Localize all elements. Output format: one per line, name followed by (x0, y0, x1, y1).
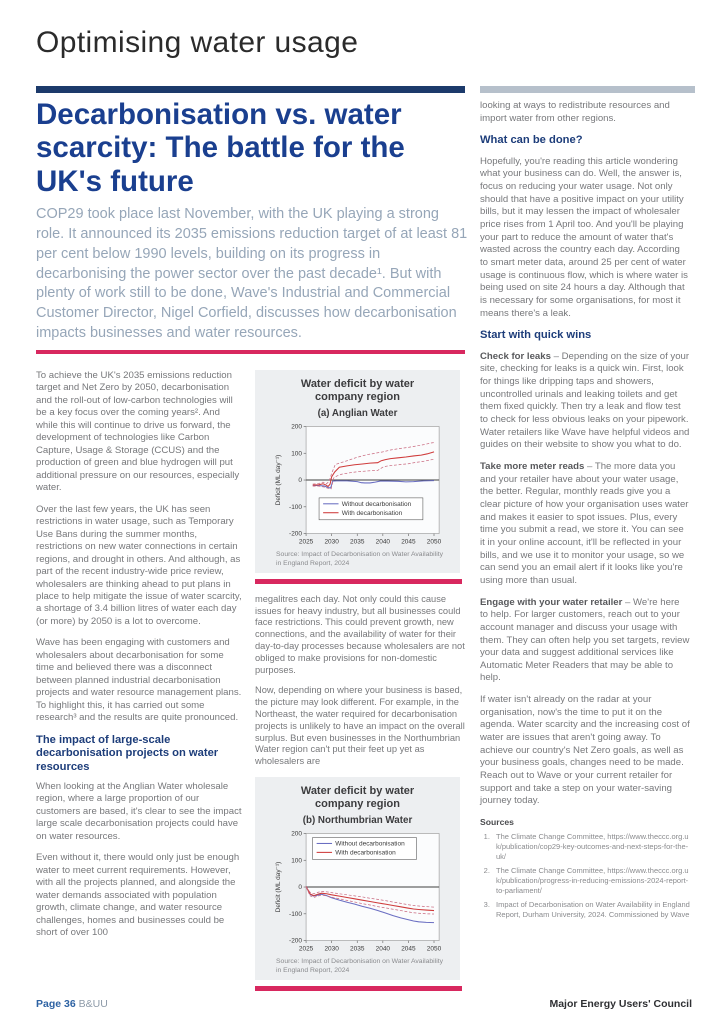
sources-heading: Sources (480, 817, 514, 828)
body-paragraph: looking at ways to redistribute resources and import water from other regions. (480, 100, 670, 124)
divider-pink (36, 350, 465, 354)
page-header-title: Optimising water usage (36, 26, 359, 59)
chart-card-anglian (255, 370, 460, 573)
footer-left (36, 998, 108, 1010)
svg-text:Without decarbonisation: Without decarbonisation (334, 841, 405, 849)
svg-text:0: 0 (297, 884, 302, 892)
svg-text:Deficit (ML day⁻¹): Deficit (ML day⁻¹) (274, 862, 282, 913)
body-paragraph: megalitres each day. Not only could this cause issues for heavy industry, but all businesses could face restrictions. This could prevent growth, new connections, and the availability of water for their day-to-day processes because wholesalers are not obliged to make provisions for non-domestic purposes. (255, 593, 465, 675)
source-item: 1. The Climate Change Committee, https://www.theccc.org.uk/publication/cop29-key-outcomes-and-next-steps-for-the-uk/ (492, 832, 690, 862)
footer-publication-name: Major Energy Users' Council (549, 998, 692, 1010)
body-paragraph: Hopefully, you're reading this article wondering what your business can do. Well, the answer is, focus on reducing your water usage. Not only should that have a positive impact on your utility bills, but it may lessen the impact of wholesaler price rises from 1 April too. And you'll be playing your part to reduce the amount of water that's wasted across the country each day. According to smart meter data, around 25 per cent of water usage is continuous flow, which is where water is being used on site 24 hours a day. Although that is necessary for some organisations, for most it means there's a leak. (480, 155, 688, 319)
line-chart-northumbrian-water (272, 827, 444, 957)
line-chart-anglian-water (272, 420, 444, 550)
chart-card-northumbrian (255, 777, 460, 980)
tip-lead: Check for leaks (480, 350, 551, 362)
section-heading-what-can-be-done: What can be done? (480, 134, 583, 147)
svg-text:2035: 2035 (349, 945, 364, 953)
header-rule-navy (36, 86, 465, 93)
body-paragraph: To achieve the UK's 2035 emissions reduction target and Net Zero by 2050, decarbonisation and the roll-out of low-carbon technologies will be a key focus over the coming years². And while this will continue to drive us forward, the development of technologies like Carbon Capture, Usage & Storage (CCUS) and the production of green and blue hydrogen will put additional pressure on our resources, especially water. (36, 370, 240, 494)
chart-source: Source: Impact of Decarbonisation on Water Availability in England Report, 2024 (276, 551, 443, 567)
article-standfirst: COP29 took place last November, with the UK playing a strong role. It announced its 2035 emissions reduction target of at least 81 per cent below 1990 levels, building on its progress in decarbonising the power sector over the past decade¹. But with plenty of work still to be done, Wave's Industrial and Commercial Customer Director, Nigel Corfield, discusses how decarbonisation impacts businesses and water resources. (36, 206, 468, 342)
svg-text:Deficit (ML day⁻¹): Deficit (ML day⁻¹) (274, 455, 282, 506)
footer-edition: B&UU (78, 998, 108, 1010)
body-paragraph: If water isn't already on the radar at your organisation, now's the time to put it on the agenda. Water scarcity and the increasing cost of water are issues that aren't going away. To achieve our country's Net Zero goals, as well as your business goals, changes need to be made. Reach out to Wave or your current retailer for support and take a step on your water-saving journey today. (480, 694, 690, 807)
chart-title: Water deficit by water company region (300, 378, 415, 403)
svg-text:-200: -200 (288, 938, 302, 946)
chart-subtitle: (b) Northumbrian Water (302, 814, 413, 826)
sources-list (480, 832, 690, 919)
column-left (36, 370, 242, 949)
svg-text:100: 100 (290, 450, 302, 458)
svg-text:0: 0 (297, 477, 302, 485)
svg-text:2045: 2045 (400, 945, 416, 953)
svg-text:-200: -200 (288, 531, 302, 539)
source-item: 2. The Climate Change Committee, https://www.theccc.org.uk/publication/progress-in-reducing-emissions-2024-report-to-parliament/ (492, 866, 690, 896)
svg-text:2035: 2035 (349, 538, 364, 546)
body-paragraph: When looking at the Anglian Water wholesale region, where a large proportion of our customers are based, it's clear to see the impact large scale decarbonisation projects could have on water resources. (36, 780, 242, 842)
tip-lead: Take more meter reads (480, 460, 585, 472)
svg-text:Without decarbonisation: Without decarbonisation (341, 501, 411, 509)
body-paragraph: Over the last few years, the UK has seen restrictions in water usage, such as Temporary Use Bans during the summer months, restrictions on new water connections in certain regions, and drought in others. And although, as part of the recent industry-wide price review, wholesalers are thinking ahead to put plans in place to help mitigate the issue of water scarcity, a shortage of 3.4 billion litres of water each day (or more) by 2050 is a lot to overcome. (36, 503, 242, 627)
svg-text:2025: 2025 (298, 945, 313, 953)
body-paragraph: Now, depending on where your business is based, the picture may look different. For example, in the Northeast, the water required for decarbonisation projects is unlikely to have an impact on the overall surplus. But even businesses in the Northumbrian Water region can't put their feet up yet as wholesalers are (255, 685, 465, 767)
svg-text:2050: 2050 (426, 945, 441, 953)
svg-text:2050: 2050 (426, 538, 441, 546)
tip-text: – We're here to help. For larger customers, reach out to your account manager and discuss your usage with them. They can often help you set targets, review your data and suggest additional services like Automatic Meter Readers that may be able to help. (480, 596, 690, 684)
svg-text:2045: 2045 (400, 538, 416, 546)
tip-text: – The more data you and your retailer have about your water usage, the better. Regular, monthly reads give you a clear picture of how your organisation uses water and makes it easier to spot issues. Plus, every time you submit a read, we store it. You can see it in your online account, it'll be reflected in your bills, and we use it to monitor your usage, so we can send you an email alert if it looks like you're using more than usual. (480, 460, 689, 586)
svg-text:-100: -100 (288, 504, 302, 512)
svg-text:2040: 2040 (375, 945, 390, 953)
column-right (480, 100, 690, 924)
svg-text:-100: -100 (288, 911, 302, 919)
footer-page-number: Page 36 (36, 998, 76, 1010)
svg-text:200: 200 (290, 830, 302, 838)
section-heading-impact: The impact of large-scale decarbonisation projects on water resources (36, 733, 219, 773)
tip-text: – Depending on the size of your site, checking for leaks is a quick win. First, look for things like dripping taps and showers, uncontrolled urinals and leaking toilets and get them fixed quickly. Then try a leak and flow test to check for less obvious leaks on your pipework. Water retailers like Wave have helpful videos and guides on their website to show you what to do. (480, 350, 690, 451)
sources-section (480, 817, 690, 919)
divider-pink (255, 579, 462, 584)
svg-text:2025: 2025 (298, 538, 313, 546)
svg-text:200: 200 (290, 423, 302, 431)
chart-subtitle: (a) Anglian Water (317, 407, 398, 419)
source-item: 3. Impact of Decarbonisation on Water Availability in England Report, Durham University, 2024. Commissioned by Wave (492, 900, 690, 920)
svg-text:With decarbonisation: With decarbonisation (341, 510, 402, 518)
section-heading-quick-wins: Start with quick wins (480, 329, 592, 342)
column-middle (255, 370, 466, 1001)
chart-source: Source: Impact of Decarbonisation on Water Availability in England Report, 2024 (276, 958, 443, 974)
tip-engage-with-retailer (480, 597, 690, 686)
article-title: Decarbonisation vs. water scarcity: The battle for the UK's future (36, 98, 405, 198)
tip-lead: Engage with your water retailer (480, 596, 623, 608)
svg-text:2030: 2030 (323, 945, 339, 953)
header-rule-gray (480, 86, 695, 93)
svg-text:With decarbonisation: With decarbonisation (334, 849, 396, 857)
divider-pink (255, 986, 462, 991)
svg-text:2030: 2030 (323, 538, 339, 546)
svg-text:2040: 2040 (375, 538, 390, 546)
body-paragraph: Even without it, there would only just be enough water to meet current requirements. However, with all the projects planned, and alongside the water demands associated with population growth, climate change, and water resource challenges, homes and businesses could be short of over 100 (36, 852, 240, 939)
chart-title: Water deficit by water company region (300, 784, 415, 810)
tip-check-for-leaks (480, 351, 690, 452)
svg-text:100: 100 (290, 857, 302, 865)
body-paragraph: Wave has been engaging with customers and wholesalers about decarbonisation for some time and believed there was a disconnect between planned industrial decarbonisation projects and water resource management plans. To highlight this, it has carried out some research³ and the results are quite pronounced. (36, 637, 242, 724)
tip-take-more-meter-reads (480, 461, 690, 588)
